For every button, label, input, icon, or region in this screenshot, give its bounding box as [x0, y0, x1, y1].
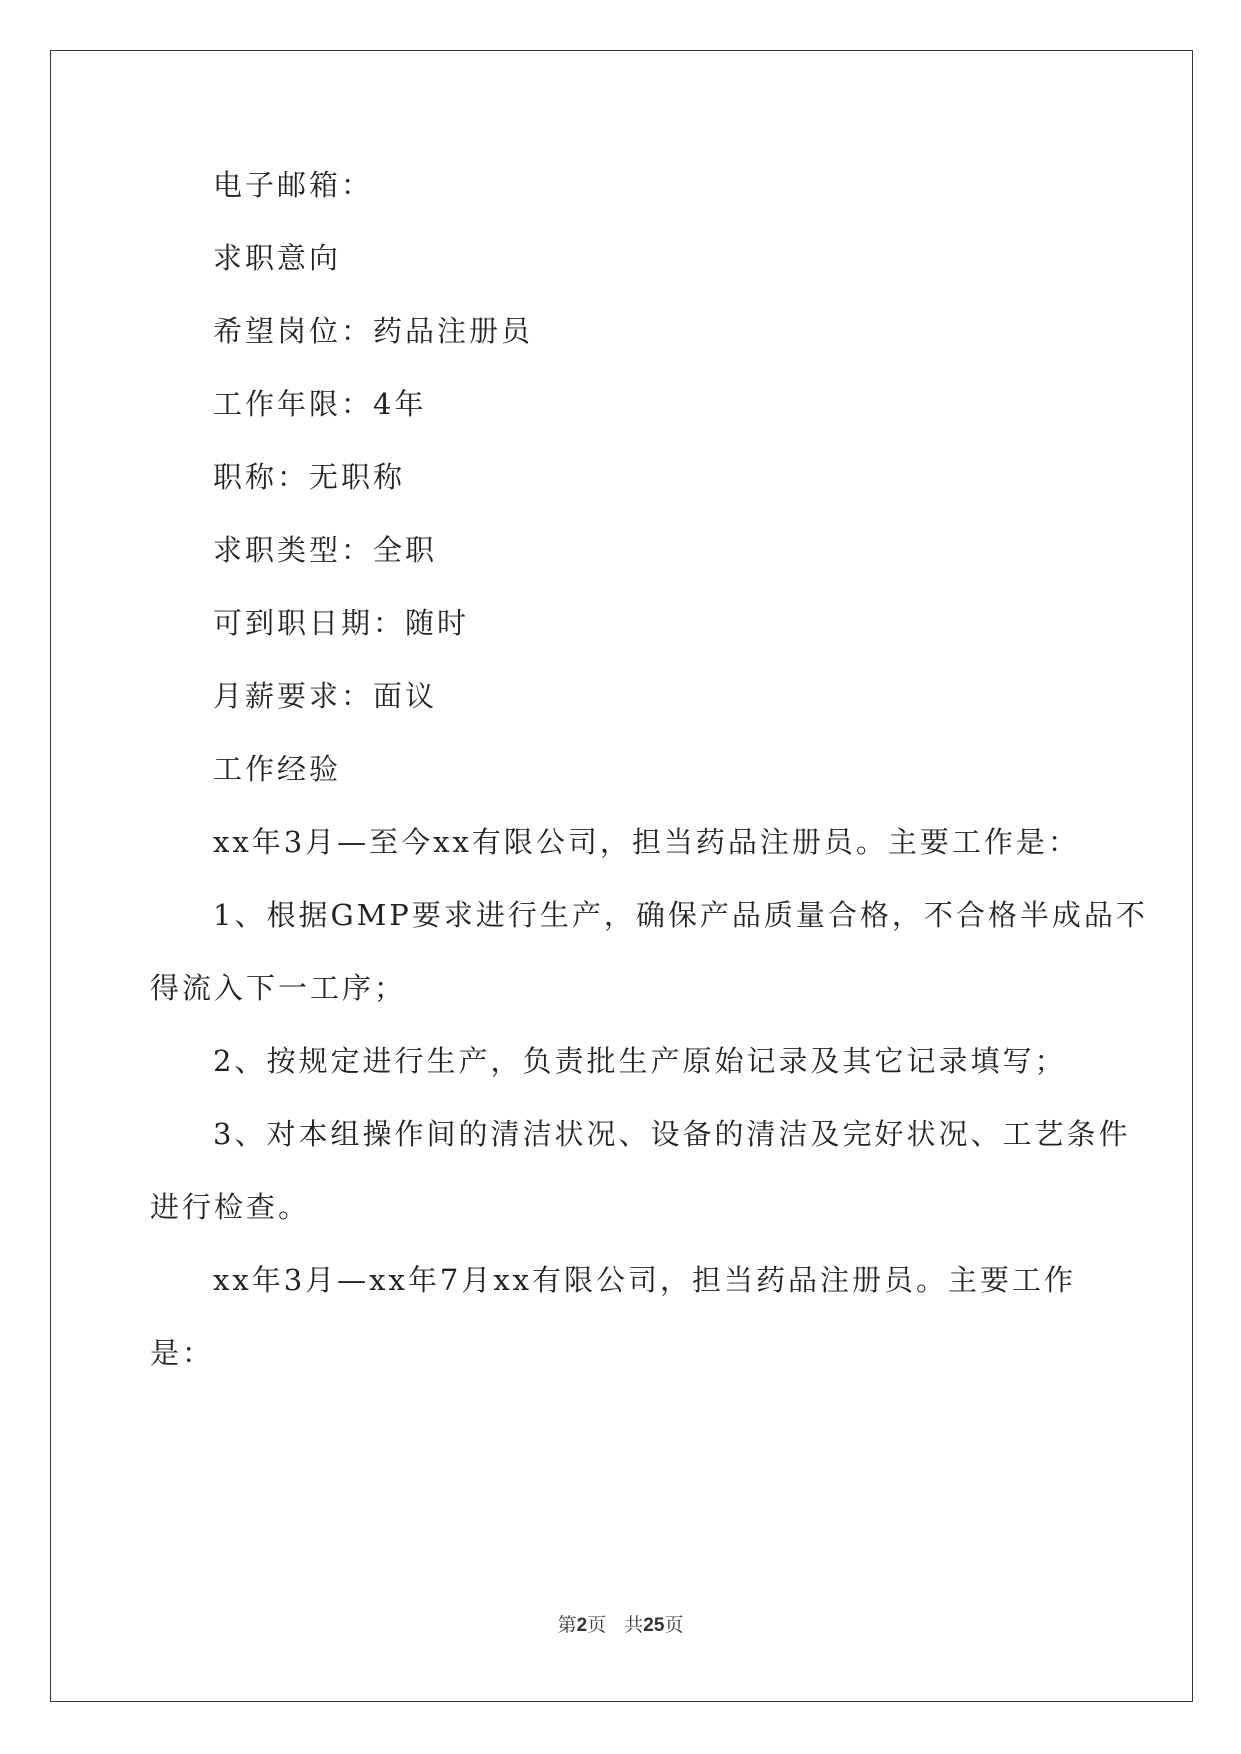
available-date-line: 可到职日期：随时: [213, 606, 470, 640]
title-line: 职称：无职称: [213, 460, 406, 494]
page-footer: [0, 1610, 1241, 1637]
total-page-count: 25: [643, 1615, 665, 1636]
duty-1-line-1: 1、根据GMP要求进行生产，确保产品质量合格，不合格半成品不: [213, 898, 1148, 932]
duty-2-line: 2、按规定进行生产，负责批生产原始记录及其它记录填写；: [213, 1044, 1067, 1078]
experience-entry-1: xx年3月—至今xx有限公司，担当药品注册员。主要工作是：: [213, 825, 1080, 859]
job-type-line: 求职类型：全职: [213, 533, 438, 567]
current-page-number: 2: [576, 1615, 588, 1636]
footer-total-prefix: 共: [624, 1614, 644, 1636]
duty-3-line-2: 进行检查。: [150, 1190, 311, 1224]
footer-total-unit: 页: [664, 1614, 684, 1636]
work-experience-heading: 工作经验: [213, 752, 342, 786]
years-of-work-line: 工作年限：4年: [213, 387, 427, 421]
page-border: [50, 50, 1193, 1702]
email-line: 电子邮箱：: [213, 168, 374, 202]
experience-entry-2-line-2: 是：: [150, 1336, 215, 1370]
desired-position-line: 希望岗位：药品注册员: [213, 314, 534, 348]
duty-3-line-1: 3、对本组操作间的清洁状况、设备的清洁及完好状况、工艺条件: [213, 1117, 1131, 1151]
experience-entry-2-line-1: xx年3月—xx年7月xx有限公司，担当药品注册员。主要工作: [213, 1263, 1077, 1297]
salary-line: 月薪要求：面议: [213, 679, 438, 713]
footer-prefix: 第: [557, 1614, 577, 1636]
job-intent-heading: 求职意向: [213, 241, 342, 275]
footer-page-unit: 页: [587, 1614, 607, 1636]
duty-1-line-2: 得流入下一工序；: [150, 971, 407, 1005]
